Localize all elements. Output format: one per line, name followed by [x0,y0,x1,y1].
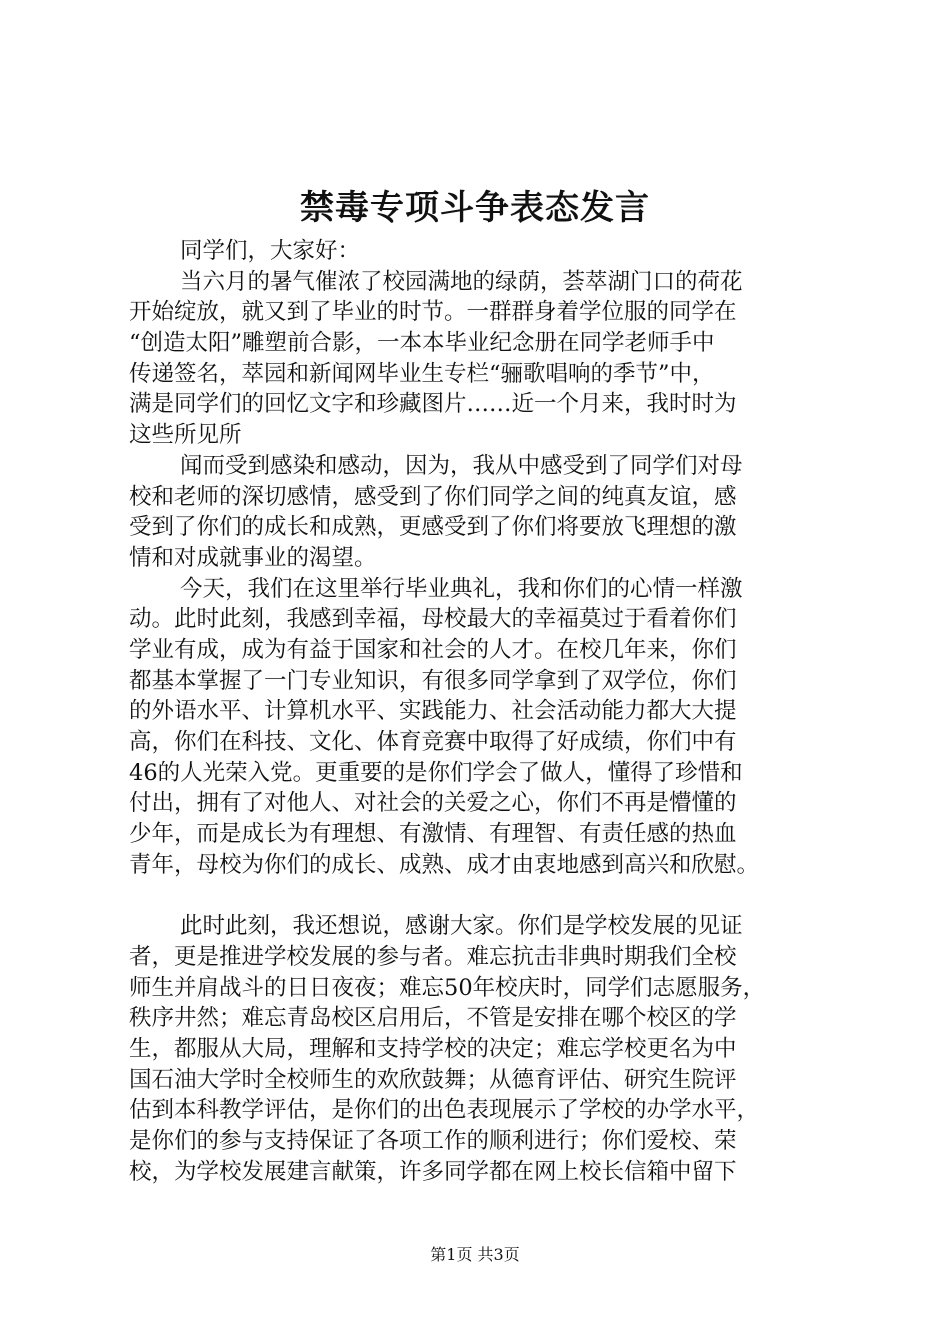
text-line: 者，更是推进学校发展的参与者。难忘抗击非典时期我们全校 [129,943,737,970]
text-line: 传递签名，萃园和新闻网毕业生专栏“骊歌唱响的季节”中， [129,360,715,387]
text-line: 少年，而是成长为有理想、有激情、有理智、有责任感的热血 [129,821,737,848]
text-line: 生，都服从大局，理解和支持学校的决定；难忘学校更名为中 [129,1035,737,1062]
text-line: 都基本掌握了一门专业知识，有很多同学拿到了双学位，你们 [129,667,737,694]
text-line: “创造太阳”雕塑前合影，一本本毕业纪念册在同学老师手中 [129,330,715,357]
text-line: 同学们，大家好： [180,238,361,264]
paragraph-gap [129,880,851,911]
document-body [129,236,851,1187]
text-line: 青年，母校为你们的成长、成熟、成才由衷地感到高兴和欣慰。 [129,851,760,878]
text-line: 的外语水平、计算机水平、实践能力、社会活动能力都大大提 [129,698,737,725]
text-line: 满是同学们的回忆文字和珍藏图片……近一个月来，我时时为 [129,391,737,418]
text-line: 国石油大学时全校师生的欢欣鼓舞；从德育评估、研究生院评 [129,1066,737,1093]
text-line: 46的人光荣入党。更重要的是你们学会了做人，懂得了珍惜和 [129,759,743,786]
text-line: 付出，拥有了对他人、对社会的关爱之心，你们不再是懵懂的 [129,790,737,817]
paragraph [129,267,851,451]
text-line: 开始绽放，就又到了毕业的时节。一群群身着学位服的同学在 [129,299,737,326]
text-line: 校和老师的深切感情，感受到了你们同学之间的纯真友谊，感 [129,483,737,510]
paragraph [129,574,851,881]
text-line: 师生并肩战斗的日日夜夜；难忘50年校庆时，同学们志愿服务， [129,974,766,1001]
paragraph [129,911,851,1187]
text-line: 这些所见所 [129,422,242,449]
text-line: 今天，我们在这里举行毕业典礼，我和你们的心情一样激 [180,575,743,602]
text-line: 秩序井然；难忘青岛校区启用后，不管是安排在哪个校区的学 [129,1005,737,1032]
text-line: 估到本科教学评估，是你们的出色表现展示了学校的办学水平， [129,1097,760,1124]
paragraph [129,451,851,574]
text-line: 是你们的参与支持保证了各项工作的顺利进行；你们爱校、荣 [129,1127,737,1154]
text-line: 当六月的暑气催浓了校园满地的绿荫，荟萃湖门口的荷花 [180,268,743,295]
text-line: 此时此刻，我还想说，感谢大家。你们是学校发展的见证 [180,913,743,940]
text-line: 情和对成就事业的渴望。 [129,544,377,571]
text-line: 学业有成，成为有益于国家和社会的人才。在校几年来，你们 [129,636,737,663]
text-line: 受到了你们的成长和成熟，更感受到了你们将要放飞理想的激 [129,514,737,541]
document-title: 禁毒专项斗争表态发言 [300,188,650,228]
text-line: 闻而受到感染和感动，因为，我从中感受到了同学们对母 [180,452,743,479]
page-footer: 第1页 共3页 [430,1245,520,1264]
paragraph [129,236,851,267]
text-line: 校，为学校发展建言献策，许多同学都在网上校长信箱中留下 [129,1158,737,1185]
text-line: 动。此时此刻，我感到幸福，母校最大的幸福莫过于看着你们 [129,606,737,633]
text-line: 高，你们在科技、文化、体育竞赛中取得了好成绩，你们中有 [129,729,737,755]
